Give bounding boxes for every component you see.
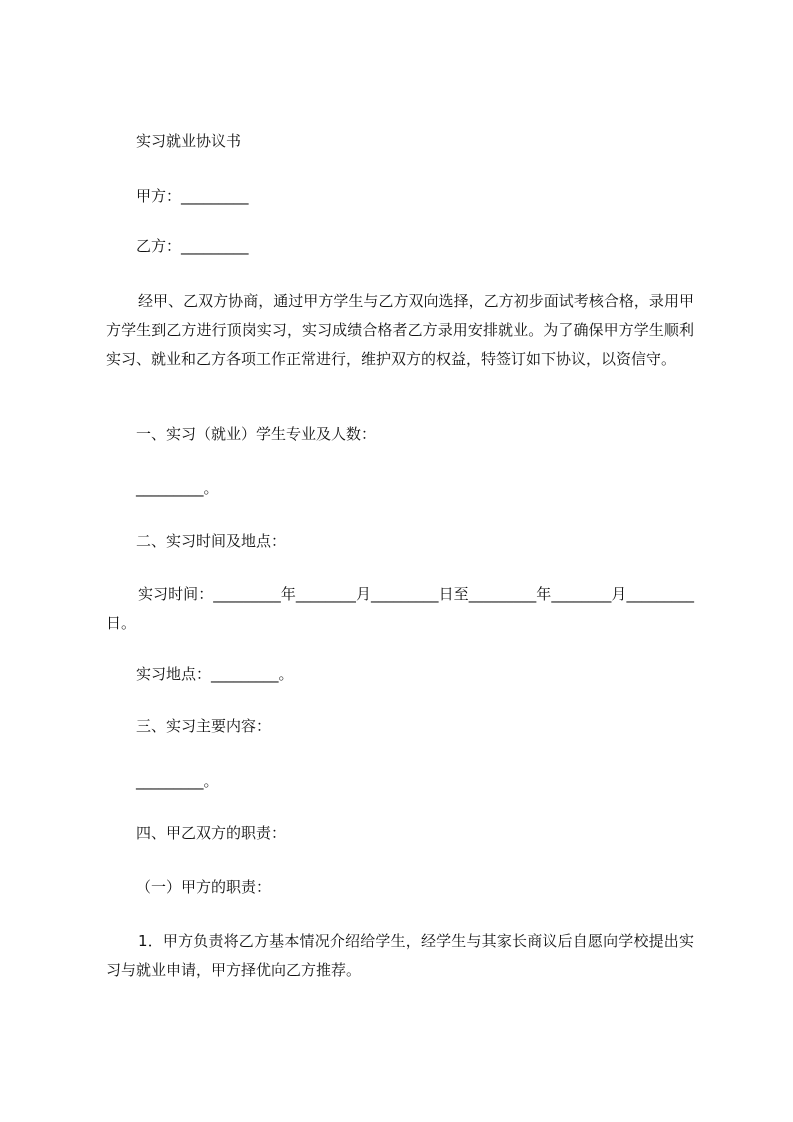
section-4-heading: 四、甲乙双方的职责：	[136, 824, 287, 842]
party-b-field: 乙方：_________	[136, 237, 249, 255]
section-4-item-1: 1．甲方负责将乙方基本情况介绍给学生，经学生与其家长商议后自愿向学校提出实习与就业申请，甲方择优向乙方推荐。	[106, 932, 694, 979]
section-3-blank: _________。	[136, 772, 219, 790]
section-2-heading: 二、实习时间及地点：	[136, 532, 287, 550]
section-1-heading: 一、实习（就业）学生专业及人数：	[136, 425, 377, 443]
internship-time: 实习时间：_________年________月_________日至_________年________月_________日。	[106, 585, 694, 632]
internship-place: 实习地点：_________。	[136, 665, 294, 683]
section-1-blank: _________。	[136, 479, 219, 497]
intro-paragraph: 经甲、乙双方协商，通过甲方学生与乙方双向选择，乙方初步面试考核合格，录用甲方学生到乙方进行顶岗实习，实习成绩合格者乙方录用安排就业。为了确保甲方学生顺利实习、就业和乙方各项工作正常进行，维护双方的权益，特签订如下协议，以资信守。	[106, 292, 694, 368]
section-3-heading: 三、实习主要内容：	[136, 717, 272, 735]
section-4-subheading-party-a: （一）甲方的职责：	[136, 878, 272, 896]
party-a-field: 甲方：_________	[136, 187, 249, 205]
document-title: 实习就业协议书	[136, 132, 242, 150]
